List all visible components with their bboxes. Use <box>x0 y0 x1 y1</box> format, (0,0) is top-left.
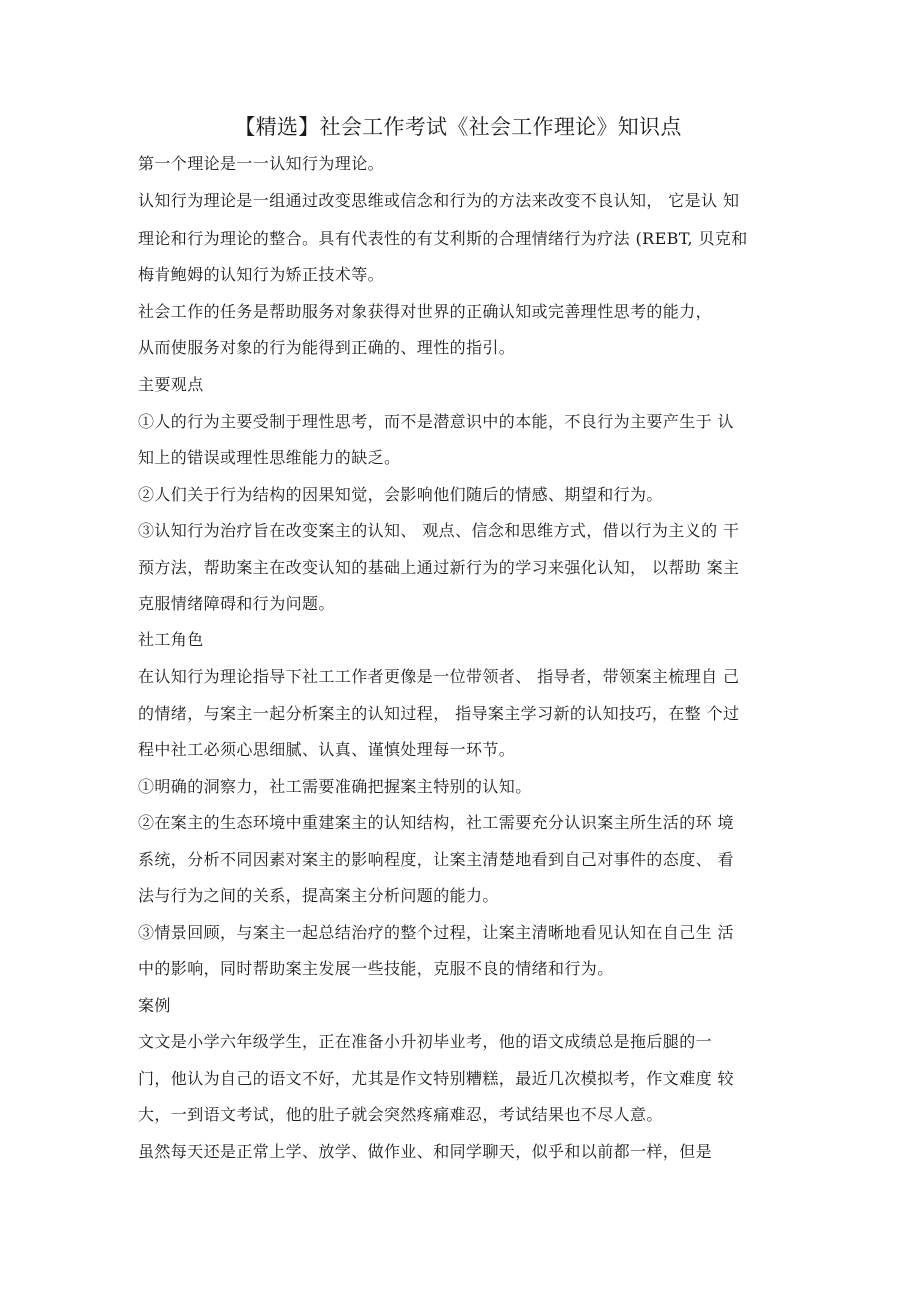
text-line: 系统，分析不同因素对案主的影响程度，让案主清楚地看到自己对事件的态度、 看 <box>138 850 734 869</box>
text-line: 虽然每天还是正常上学、放学、做作业、和同学聊天，似乎和以前都一样，但是 <box>138 1142 713 1161</box>
section-heading: 主要观点 <box>138 375 204 394</box>
text-line: 知上的错误或理性思维能力的缺乏。 <box>138 448 401 467</box>
text-line: 理论和行为理论的整合。具有代表性的有艾利斯的合理情绪行为疗法 (REBT, 贝克和 <box>138 229 748 248</box>
text-line: 程中社工必须心思细腻、认真、谨慎处理每一环节。 <box>138 740 516 759</box>
document-title: 【精选】社会工作考试《社会工作理论》知识点 <box>234 115 682 139</box>
text-line: 中的影响，同时帮助案主发展一些技能，克服不良的情绪和行为。 <box>138 959 614 978</box>
text-line: 在认知行为理论指导下社工工作者更像是一位带领者、 指导者，带领案主梳理自 己 <box>138 667 740 686</box>
text-line: ①明确的洞察力，社工需要准确把握案主特别的认知。 <box>138 777 532 796</box>
text-line: 文文是小学六年级学生，正在准备小升初毕业考，他的语文成绩总是拖后腿的一 <box>138 1032 713 1051</box>
section-heading: 案例 <box>138 996 171 1015</box>
text-line: 的情绪，与案主一起分析案主的认知过程， 指导案主学习新的认知技巧，在整 个过 <box>138 704 740 723</box>
text-line: ②在案主的生态环境中重建案主的认知结构，社工需要充分认识案主所生活的环 境 <box>138 813 734 832</box>
text-line: ②人们关于行为结构的因果知觉，会影响他们随后的情感、期望和行为。 <box>138 485 663 504</box>
text-line: 第一个理论是一一认知行为理论。 <box>138 154 385 173</box>
text-line: 梅肯鲍姆的认知行为矫正技术等。 <box>138 265 385 284</box>
text-line: ③情景回顾，与案主一起总结治疗的整个过程，让案主清晰地看见认知在自己生 活 <box>138 923 734 942</box>
text-line: 大，一到语文考试，他的肚子就会突然疼痛难忍，考试结果也不尽人意。 <box>138 1105 663 1124</box>
text-line: 认知行为理论是一组通过改变思维或信念和行为的方法来改变不良认知， 它是认 知 <box>138 191 740 210</box>
text-line: 门，他认为自己的语文不好，尤其是作文特别糟糕，最近几次模拟考，作文难度 较 <box>138 1069 734 1088</box>
text-line: ①人的行为主要受制于理性思考，而不是潜意识中的本能，不良行为主要产生于 认 <box>138 412 734 431</box>
text-line: 社会工作的任务是帮助服务对象获得对世界的正确认知或完善理性思考的能力， <box>138 302 713 321</box>
text-line: 克服情绪障碍和行为问题。 <box>138 594 335 613</box>
text-line: 从而使服务对象的行为能得到正确的、理性的指引。 <box>138 338 516 357</box>
text-line: ③认知行为治疗旨在改变案主的认知、 观点、信念和思维方式，借以行为主义的 干 <box>138 521 740 540</box>
text-line: 预方法，帮助案主在改变认知的基础上通过新行为的学习来强化认知， 以帮助 案主 <box>138 558 740 577</box>
text-line: 法与行为之间的关系，提高案主分析问题的能力。 <box>138 886 499 905</box>
section-heading: 社工角色 <box>138 630 204 649</box>
